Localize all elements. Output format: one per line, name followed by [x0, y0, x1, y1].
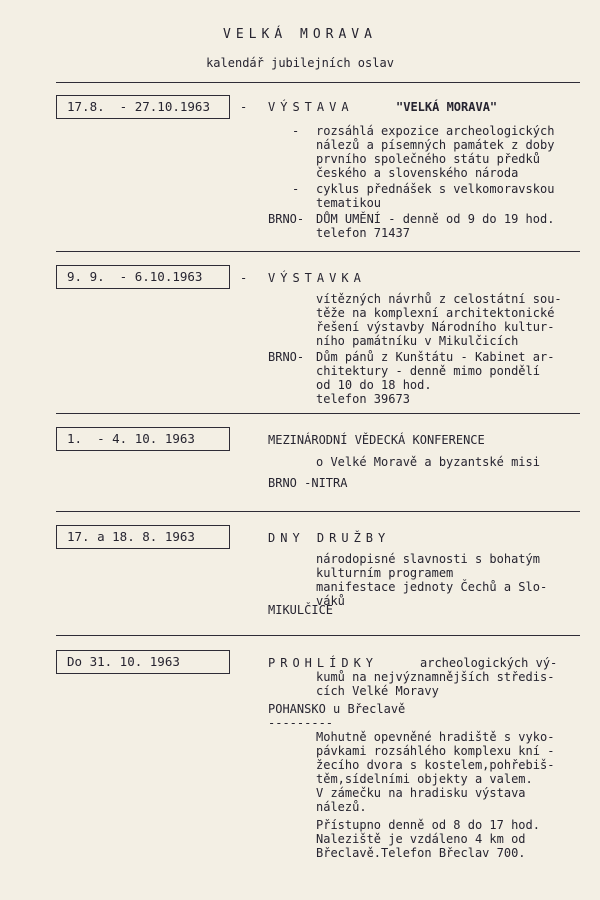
- event-date-box: 17.8. - 27.10.1963: [56, 95, 230, 119]
- event-title: VÝSTAVKA: [268, 271, 366, 285]
- page-title: VELKÁ MORAVA: [223, 27, 377, 42]
- event-place: BRNO-: [268, 350, 305, 364]
- event-place: POHANSKO u Břeclavě: [268, 702, 406, 716]
- place-underline: ---------: [268, 716, 334, 730]
- event-dash: -: [240, 100, 248, 114]
- event-title-rest: archeologických vý-: [420, 656, 558, 670]
- event-place-detail: Dům pánů z Kunštátu - Kabinet ar- chitektury - denně mimo pondělí od 10 do 18 hod. telefon 39673: [316, 350, 555, 406]
- section-divider: [56, 635, 580, 636]
- page-subtitle: kalendář jubilejních oslav: [206, 56, 394, 70]
- event-dash: -: [240, 271, 248, 285]
- section-divider: [56, 413, 580, 414]
- event-title: VÝSTAVA: [268, 100, 354, 114]
- event-description: vítězných návrhů z celostátní sou- těže na komplexní architektonické řešení výstavby Národního kultur- ního památníku v Mikulčicích: [316, 292, 562, 348]
- event-place: MIKULČICE: [268, 603, 334, 617]
- event-title: DNY DRUŽBY: [268, 531, 391, 545]
- event-place-detail: DŮM UMĚNÍ - denně od 9 do 19 hod. telefon 71437: [316, 212, 555, 240]
- event-item: cyklus přednášek s velkomoravskou tematikou: [316, 182, 555, 210]
- event-title: PROHLÍDKY: [268, 656, 379, 670]
- event-access-info: Přístupno denně od 8 do 17 hod. Naleziště je vzdáleno 4 km od Břeclavě.Telefon Břeclav 700.: [316, 818, 540, 860]
- event-description: Mohutně opevněné hradiště s vyko- pávkami rozsáhlého komplexu kní - žecího dvora s kostelem,pohřebiš- těm,sídelními objekty a valem. V zámečku na hradisku výstava nálezů.: [316, 730, 555, 814]
- event-title-continuation: kumů na nejvýznamnějších středis- cích Velké Moravy: [316, 670, 555, 698]
- section-divider: [56, 511, 580, 512]
- section-divider: [56, 82, 580, 83]
- event-date-box: 1. - 4. 10. 1963: [56, 427, 230, 451]
- event-title-quote: "VELKÁ MORAVA": [396, 100, 498, 114]
- event-description: národopisné slavnosti s bohatým kulturním programem manifestace jednoty Čechů a Slo- váků: [316, 552, 548, 608]
- event-date-box: 9. 9. - 6.10.1963: [56, 265, 230, 289]
- list-dash: -: [292, 182, 300, 196]
- event-place: BRNO -NITRA: [268, 476, 348, 490]
- list-dash: -: [292, 124, 300, 138]
- event-title: MEZINÁRODNÍ VĚDECKÁ KONFERENCE: [268, 433, 485, 447]
- event-date-box: Do 31. 10. 1963: [56, 650, 230, 674]
- section-divider: [56, 251, 580, 252]
- event-place: BRNO-: [268, 212, 305, 226]
- event-item: rozsáhlá expozice archeologických nálezů a písemných památek z doby prvního společného státu předků českého a slovenského národa: [316, 124, 555, 180]
- event-description: o Velké Moravě a byzantské misi: [316, 455, 540, 469]
- event-date-box: 17. a 18. 8. 1963: [56, 525, 230, 549]
